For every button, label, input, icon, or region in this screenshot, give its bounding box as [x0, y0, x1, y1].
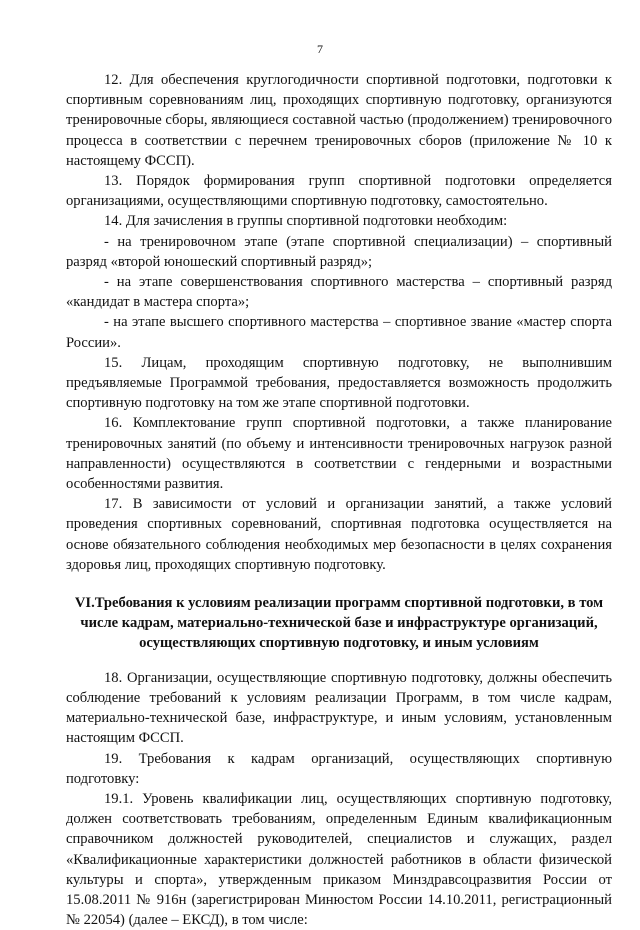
paragraph-19-1: 19.1. Уровень квалификации лиц, осуществляющих спортивную подготовку, должен соответствовать требованиям, определенным Единым квалификационным справочником должностей руководителей, специалистов и служащих, раздел «Квалификационные характеристики должностей работников в области физической культуры и спорта», утвержденным приказом Минздравсоцразвития России от 15.08.2011 № 916н (зарегистрирован Минюстом России 14.10.2011, регистрационный № 22054) (далее – ЕКСД), в том числе: — [66, 790, 612, 929]
paragraph-16: 16. Комплектование групп спортивной подготовки, а также планирование тренировочных занятий (по объему и интенсивности тренировочных нагрузок разной направленности) осуществляются в соответствии с гендерными и возрастными особенностями развития. — [66, 415, 612, 493]
list-item-training-stage: - на тренировочном этапе (этапе спортивной специализации) – спортивный разряд «второй юношеский спортивный разряд»; — [66, 233, 612, 270]
section-heading: VI.Требования к условиям реализации программ спортивной подготовки, в том числе кадрам, материально-технической базе и инфраструктуре организаций, осуществляющих спортивную подготовку, и иным условиям — [74, 595, 604, 652]
paragraph-15: 15. Лицам, проходящим спортивную подготовку, не выполнившим предъявляемые Программой требования, предоставляется возможность продолжить спортивную подготовку на том же этапе спортивной подготовки. — [66, 354, 612, 412]
paragraph-17: 17. В зависимости от условий и организации занятий, а также условий проведения спортивных соревнований, спортивная подготовка осуществляется на основе обязательного соблюдения необходимых мер безопасности в целях сохранения здоровья лиц, проходящих спортивную подготовку. — [66, 496, 612, 573]
list-item-improvement-stage: - на этапе совершенствования спортивного мастерства – спортивный разряд «кандидат в мастера спорта»; — [66, 274, 612, 311]
page-body — [66, 70, 612, 930]
paragraph-14: 14. Для зачисления в группы спортивной подготовки необходим: — [104, 213, 508, 230]
paragraph-12: 12. Для обеспечения круглогодичности спортивной подготовки, подготовки к спортивным соревнованиям лиц, проходящих спортивную подготовку, организуются тренировочные сборы, являющиеся составной частью (продолжением) тренировочного процесса в соответствии с перечнем тренировочных сборов (приложение № 10 к настоящему ФССП). — [66, 72, 612, 169]
list-item-high-mastery-stage: - на этапе высшего спортивного мастерства – спортивное звание «мастер спорта России». — [66, 314, 612, 351]
page-number: 7 — [317, 42, 323, 56]
paragraph-13: 13. Порядок формирования групп спортивной подготовки определяется организациями, осуществляющими спортивную подготовку, самостоятельно. — [66, 173, 612, 210]
paragraph-19: 19. Требования к кадрам организаций, осуществляющих спортивную подготовку: — [66, 750, 612, 787]
paragraph-18: 18. Организации, осуществляющие спортивную подготовку, должны обеспечить соблюдение требований к условиям реализации Программ, в том числе кадрам, материально-технической базе, инфраструктуре, и иным условиям, установленным настоящим ФССП. — [66, 669, 612, 747]
